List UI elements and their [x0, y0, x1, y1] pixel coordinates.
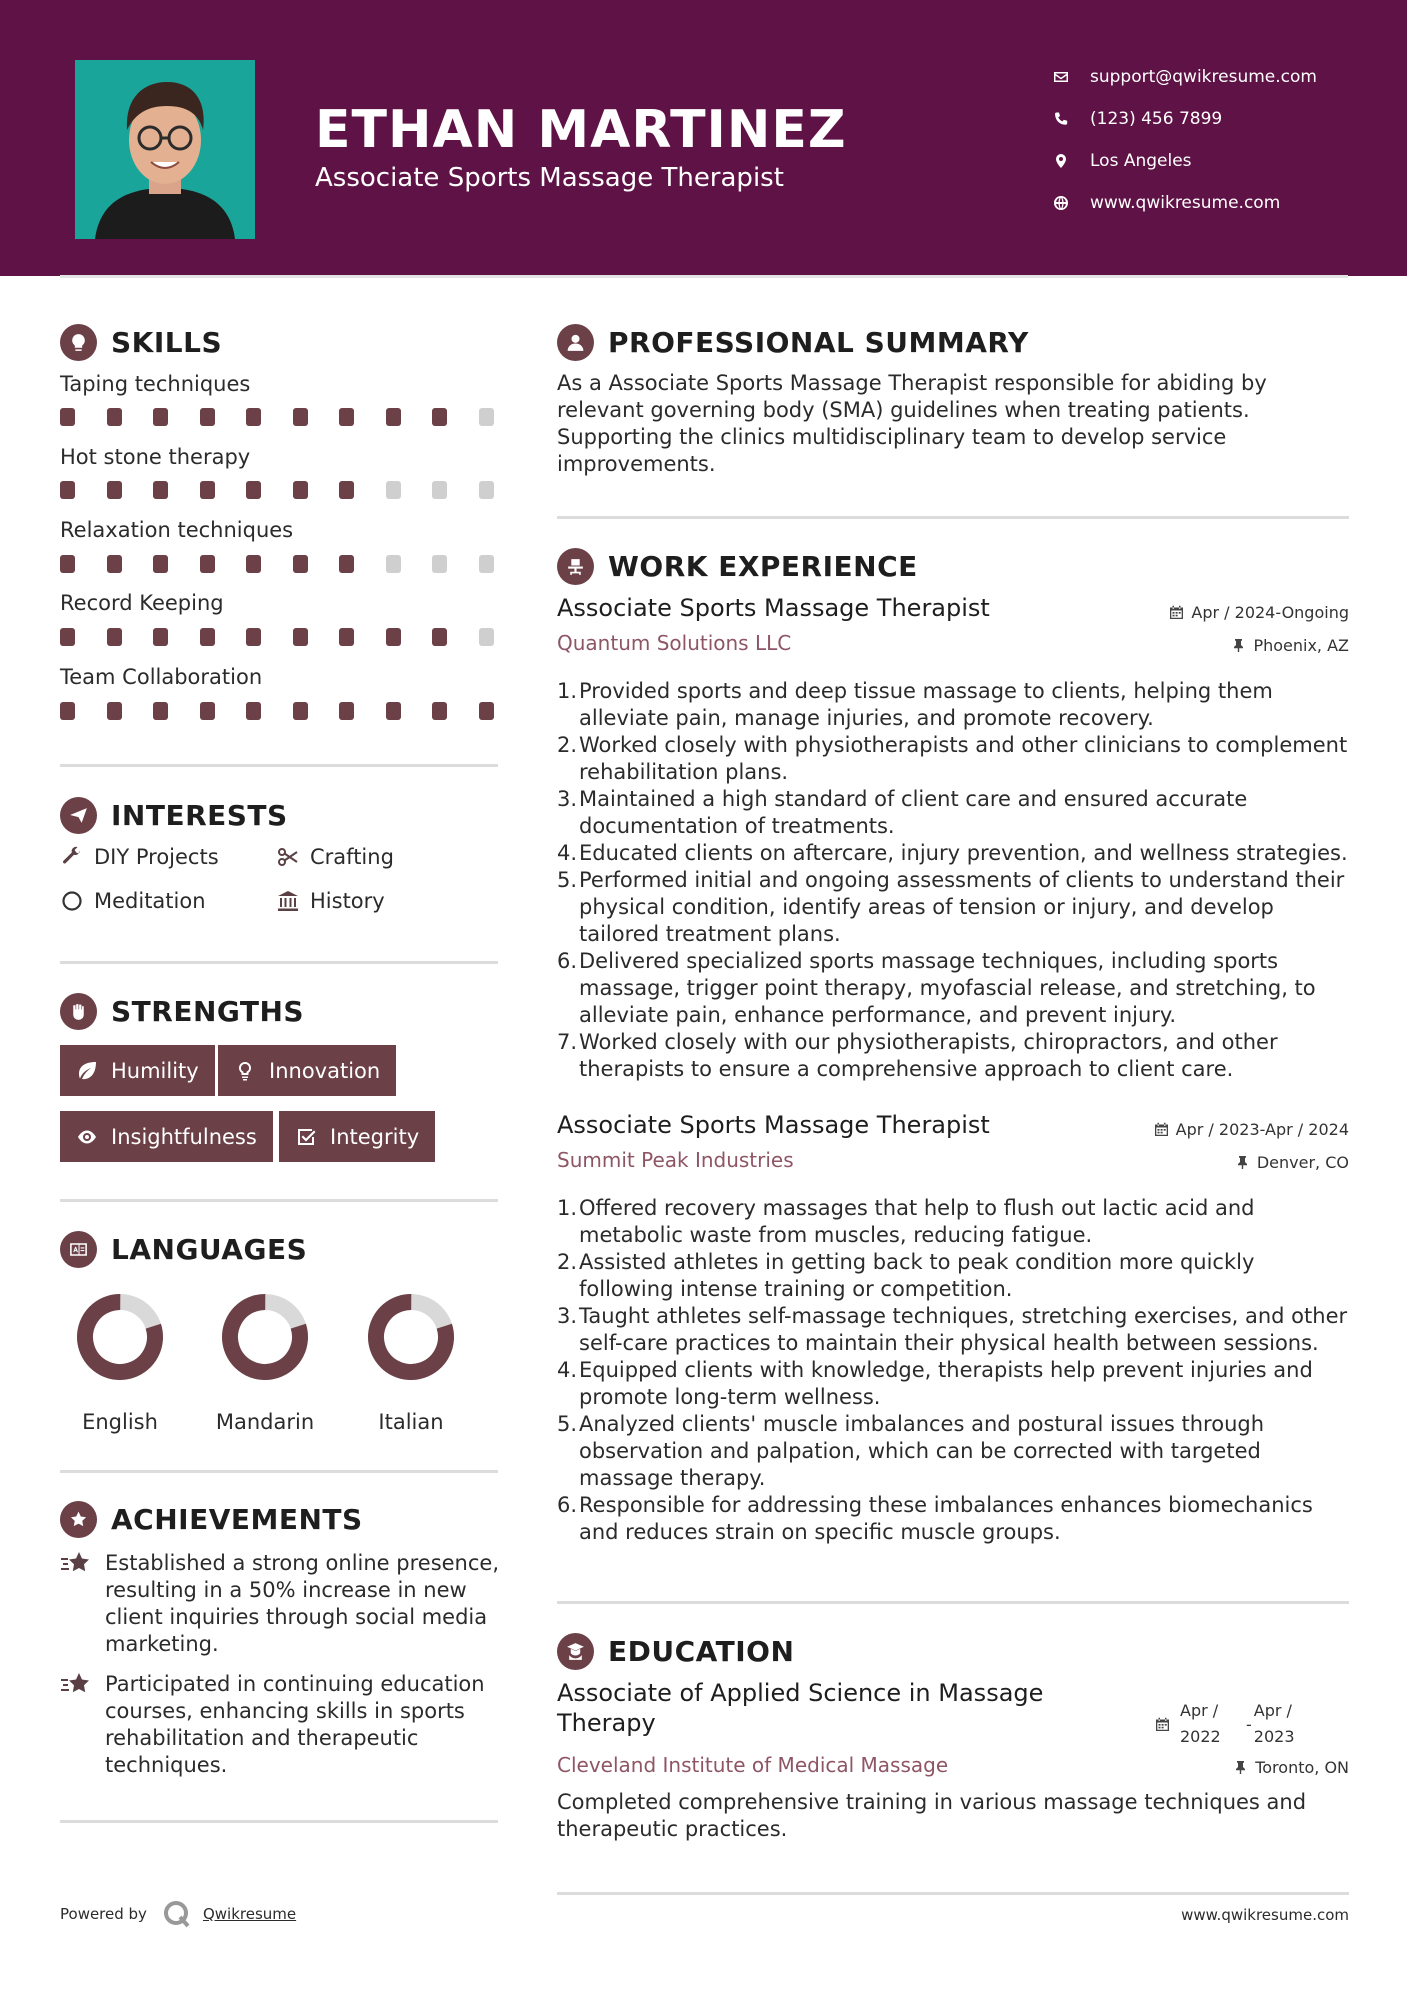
languages-title: LANGUAGES: [111, 1233, 308, 1266]
language-level-arc: [76, 1293, 164, 1381]
education-entry: [557, 1678, 1349, 1843]
envelope-icon: [1053, 69, 1069, 85]
skill-dot-filled: [107, 481, 122, 499]
skill-rating: [60, 481, 500, 501]
education-start: Apr / 2022: [1180, 1701, 1221, 1746]
calendar-icon: [1154, 1122, 1169, 1137]
skills-title: SKILLS: [111, 326, 223, 359]
achievements-title: ACHIEVEMENTS: [111, 1503, 363, 1536]
skill-dot-filled: [107, 702, 122, 720]
job-meta: [1169, 603, 1349, 655]
interest-item: [60, 845, 219, 869]
skill-dot-filled: [339, 408, 354, 426]
briefcase-chair-icon: [557, 548, 594, 585]
skill-dot-filled: [153, 702, 168, 720]
achievement-item: [60, 1671, 500, 1779]
skill-dot-filled: [153, 628, 168, 646]
duty-item: 7. Worked closely with our physiotherapists, chiropractors, and other therapists to ensure a comprehensive approach to client care.: [557, 1030, 1278, 1081]
skill-name: Relaxation techniques: [60, 518, 294, 542]
education-school: Cleveland Institute of Medical Massage: [557, 1753, 949, 1777]
education-heading: [557, 1633, 794, 1670]
contact-email-text: support@qwikresume.com: [1090, 67, 1317, 87]
education-location-text: Toronto, ON: [1255, 1758, 1349, 1777]
globe-icon: [1053, 195, 1069, 211]
skill-dot-filled: [293, 555, 308, 573]
skill-dot-empty: [432, 481, 447, 499]
duty-item: 4. Equipped clients with knowledge, therapists help prevent injuries and promote long-term wellness.: [557, 1358, 1313, 1409]
skill-dot-filled: [386, 702, 401, 720]
duty-item: 6. Responsible for addressing these imbalances enhances biomechanics and reduces strain on specific muscle groups.: [557, 1493, 1313, 1544]
language-icon: [60, 1231, 97, 1268]
education-description: Completed comprehensive training in various massage techniques and therapeutic practices.: [557, 1790, 1307, 1841]
user-icon: [557, 324, 594, 361]
section-divider: [60, 1199, 498, 1202]
phone-icon: [1053, 111, 1069, 127]
interest-label: Meditation: [94, 889, 206, 913]
section-divider: [60, 1470, 498, 1473]
duty-item: 6. Delivered specialized sports massage techniques, including sports massage, trigger point therapy, myofascial release, and stretching, to alleviate pain, enhance performance, and prevent injury.: [557, 949, 1316, 1027]
strength-badge: [279, 1111, 435, 1162]
skill-dot-empty: [479, 481, 494, 499]
paper-plane-icon: [60, 797, 97, 834]
strengths-title: STRENGTHS: [111, 995, 305, 1028]
map-pin-icon: [1053, 153, 1069, 169]
skill-dot-filled: [200, 628, 215, 646]
pushpin-icon: [1231, 638, 1246, 653]
profile-photo: [75, 60, 255, 239]
job-location: [1154, 1153, 1349, 1172]
job-dates: [1169, 603, 1349, 622]
interest-label: History: [310, 889, 385, 913]
candidate-name: ETHAN MARTINEZ: [315, 100, 847, 160]
language-ring: [366, 1292, 456, 1382]
skill-dot-filled: [60, 555, 75, 573]
language-name: Mandarin: [215, 1410, 315, 1434]
skill-dot-filled: [432, 628, 447, 646]
skill-dot-empty: [479, 555, 494, 573]
experience-title: WORK EXPERIENCE: [608, 550, 918, 583]
footer-powered: [60, 1898, 296, 1930]
education-title: EDUCATION: [608, 1635, 795, 1668]
date-separator: -: [1246, 1714, 1252, 1734]
skill-dot-filled: [246, 555, 261, 573]
calendar-icon: [1155, 1717, 1170, 1732]
skill-dot-filled: [432, 408, 447, 426]
skill-dot-filled: [153, 481, 168, 499]
interest-item: [60, 889, 206, 913]
job-dates: [1154, 1120, 1349, 1139]
language-level-arc: [367, 1293, 455, 1381]
skill-dot-empty: [479, 628, 494, 646]
duty-item: 4. Educated clients on aftercare, injury prevention, and wellness strategies.: [557, 841, 1348, 865]
job-duties: [557, 678, 1349, 1083]
skill-dot-filled: [60, 481, 75, 499]
duty-item: 5. Performed initial and ongoing assessments of clients to understand their physical condition, identify areas of tension or injury, and develop tailored treatment plans.: [557, 868, 1345, 946]
fist-icon: [60, 993, 97, 1030]
skill-name: Team Collaboration: [60, 665, 263, 689]
star-badge-icon: [60, 1501, 97, 1538]
job-role: Associate Sports Massage Therapist: [557, 594, 990, 622]
skill-dot-filled: [200, 555, 215, 573]
job-duties: [557, 1195, 1349, 1546]
summary-title: PROFESSIONAL SUMMARY: [608, 326, 1029, 359]
skill-dot-filled: [386, 628, 401, 646]
skill-dot-filled: [293, 702, 308, 720]
skill-dot-filled: [107, 408, 122, 426]
skill-dot-filled: [246, 481, 261, 499]
education-degree: Associate of Applied Science in Massage Therapy: [557, 1679, 1044, 1737]
pushpin-icon: [1235, 1155, 1250, 1170]
skill-rating: [60, 702, 500, 722]
contact-phone[interactable]: [1053, 98, 1317, 140]
interest-item: [276, 845, 394, 869]
skill-dot-filled: [60, 408, 75, 426]
skill-dot-filled: [339, 702, 354, 720]
eye-icon: [76, 1126, 98, 1148]
language-name: English: [82, 1410, 158, 1434]
skill-dot-filled: [339, 555, 354, 573]
star-icon: [60, 1550, 92, 1578]
job-meta: [1154, 1120, 1349, 1172]
lightbulb-icon: [234, 1060, 256, 1082]
job-company: Summit Peak Industries: [557, 1148, 794, 1172]
job-company: Quantum Solutions LLC: [557, 631, 792, 655]
interest-label: DIY Projects: [94, 845, 219, 869]
duty-item: 1. Offered recovery massages that help to flush out lactic acid and metabolic waste from muscles, reducing fatigue.: [557, 1196, 1255, 1247]
skill-dot-empty: [386, 481, 401, 499]
museum-icon: [276, 889, 300, 913]
duty-item: 3. Taught athletes self-massage techniques, stretching exercises, and other self-care practices to maintain their physical health between sessions.: [557, 1304, 1348, 1355]
strength-badge: [218, 1045, 396, 1096]
pushpin-icon: [1233, 1760, 1248, 1775]
lightbulb-icon: [60, 324, 97, 361]
skill-name: Record Keeping: [60, 591, 224, 615]
languages-heading: [60, 1231, 307, 1268]
education-location: [1233, 1758, 1349, 1777]
skill-dot-filled: [246, 628, 261, 646]
duty-item: 3. Maintained a high standard of client care and ensured accurate documentation of treatments.: [557, 787, 1248, 838]
language-ring: [220, 1292, 310, 1382]
skill-dot-filled: [107, 555, 122, 573]
interests-heading: [60, 797, 288, 834]
contact-website[interactable]: [1053, 182, 1317, 224]
skill-dot-filled: [386, 408, 401, 426]
language-item: [200, 1292, 330, 1434]
summary-heading: [557, 324, 1029, 361]
achievement-item: [60, 1550, 500, 1658]
strength-label: Integrity: [330, 1124, 420, 1149]
candidate-title: Associate Sports Massage Therapist: [315, 163, 784, 193]
language-name: Italian: [378, 1410, 444, 1434]
achievements-heading: [60, 1501, 363, 1538]
contact-website-text: www.qwikresume.com: [1090, 193, 1281, 213]
duty-item: 1. Provided sports and deep tissue massage to clients, helping them alleviate pain, manage injuries, and promote recovery.: [557, 679, 1273, 730]
strength-label: Humility: [111, 1058, 199, 1083]
interest-label: Crafting: [310, 845, 394, 869]
brand-link[interactable]: Qwikresume: [202, 1905, 297, 1923]
leaf-icon: [76, 1060, 98, 1082]
job-location-text: Denver, CO: [1256, 1153, 1349, 1172]
scissors-icon: [276, 845, 300, 869]
achievement-text: Participated in continuing education courses, enhancing skills in sports rehabilitation and therapeutic techniques.: [105, 1672, 485, 1777]
summary-text: As a Associate Sports Massage Therapist responsible for abiding by relevant governing body (SMA) guidelines when treating patients. Supporting the clinics multidisciplinary team to develop service improvements.: [557, 371, 1267, 476]
skill-dot-filled: [200, 481, 215, 499]
strength-label: Insightfulness: [111, 1124, 257, 1149]
skill-dot-filled: [339, 628, 354, 646]
job-location-text: Phoenix, AZ: [1253, 636, 1349, 655]
wrench-icon: [60, 845, 84, 869]
header-divider: [60, 275, 1348, 278]
job-dates-text: Apr / 2024-Ongoing: [1191, 603, 1349, 622]
interests-title: INTERESTS: [111, 799, 288, 832]
language-level-arc: [221, 1293, 309, 1381]
section-divider: [60, 764, 498, 767]
skill-dot-filled: [479, 702, 494, 720]
job-entry: [557, 1111, 1349, 1546]
contact-phone-text: (123) 456 7899: [1090, 109, 1223, 129]
strength-badge: [60, 1111, 273, 1162]
job-dates-text: Apr / 2023-Apr / 2024: [1175, 1120, 1349, 1139]
checkbox-icon: [295, 1126, 317, 1148]
strength-label: Innovation: [269, 1058, 381, 1083]
language-item: [55, 1292, 185, 1434]
duty-item: 2. Assisted athletes in getting back to peak condition more quickly following intense training or competition.: [557, 1250, 1255, 1301]
duty-item: 5. Analyzed clients' muscle imbalances and postural issues through observation and palpation, which can be corrected with targeted massage therapy.: [557, 1412, 1265, 1490]
section-divider: [60, 1820, 498, 1823]
star-icon: [60, 1671, 92, 1699]
powered-by-text: Powered by: [60, 1905, 147, 1923]
skills-heading: [60, 324, 222, 361]
section-divider: [60, 961, 498, 964]
contact-list: [1053, 56, 1317, 224]
achievement-text: Established a strong online presence, resulting in a 50% increase in new client inquiries through social media marketing.: [105, 1551, 500, 1656]
skill-dot-filled: [200, 702, 215, 720]
skill-dot-filled: [339, 481, 354, 499]
skill-dot-filled: [293, 481, 308, 499]
education-end: Apr / 2023: [1253, 1701, 1295, 1746]
skill-dot-filled: [200, 408, 215, 426]
section-divider: [557, 1601, 1349, 1604]
contact-email[interactable]: [1053, 56, 1317, 98]
education-dates: [1155, 1698, 1295, 1750]
skill-rating: [60, 408, 500, 428]
skill-dot-filled: [153, 408, 168, 426]
skill-dot-filled: [60, 628, 75, 646]
job-location: [1169, 636, 1349, 655]
skill-name: Taping techniques: [60, 372, 251, 396]
footer-website[interactable]: www.qwikresume.com: [1181, 1906, 1349, 1924]
job-role: Associate Sports Massage Therapist: [557, 1111, 990, 1139]
skill-rating: [60, 628, 500, 648]
skill-dot-filled: [153, 555, 168, 573]
skill-dot-filled: [107, 628, 122, 646]
graduate-icon: [557, 1633, 594, 1670]
skill-dot-filled: [293, 408, 308, 426]
section-divider: [557, 516, 1349, 519]
contact-location-text: Los Angeles: [1090, 151, 1192, 171]
strength-badge: [60, 1045, 215, 1096]
skill-rating: [60, 555, 500, 575]
duty-item: 2. Worked closely with physiotherapists and other clinicians to complement rehabilitation plans.: [557, 733, 1348, 784]
skill-dot-empty: [479, 408, 494, 426]
language-ring: [75, 1292, 165, 1382]
qwikresume-logo-icon: [161, 1898, 193, 1930]
skill-dot-filled: [246, 702, 261, 720]
skill-name: Hot stone therapy: [60, 445, 251, 469]
skill-dot-filled: [432, 702, 447, 720]
skill-dot-filled: [293, 628, 308, 646]
language-item: [346, 1292, 476, 1434]
job-entry: [557, 594, 1349, 1083]
skill-dot-empty: [432, 555, 447, 573]
skill-dot-filled: [246, 408, 261, 426]
circle-icon: [60, 889, 84, 913]
interest-item: [276, 889, 385, 913]
skill-dot-empty: [386, 555, 401, 573]
experience-heading: [557, 548, 918, 585]
contact-location: [1053, 140, 1317, 182]
resume-header: [0, 0, 1407, 276]
calendar-icon: [1169, 605, 1184, 620]
strengths-heading: [60, 993, 304, 1030]
section-divider: [557, 1892, 1349, 1895]
skill-dot-filled: [60, 702, 75, 720]
